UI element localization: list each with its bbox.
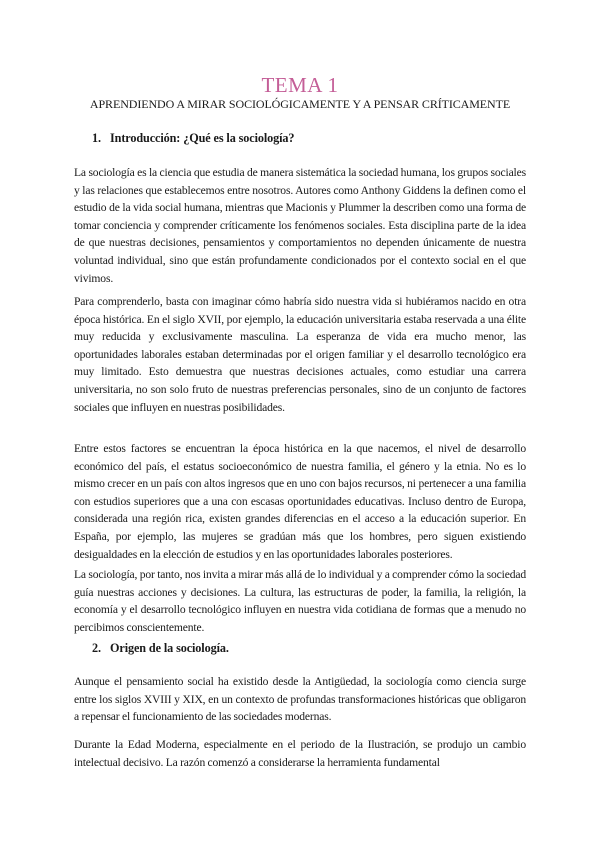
section-heading-1 [92,131,294,146]
page-title: TEMA 1 [261,73,339,97]
section-title: Introducción: ¿Qué es la sociología? [110,131,295,145]
section-number: 1. [92,131,101,145]
page-subtitle: APRENDIENDO A MIRAR SOCIOLÓGICAMENTE Y A PENSAR CRÍTICAMENTE [89,97,511,111]
paragraph: La sociología es la ciencia que estudia de manera sistemática la sociedad humana, los grupos sociales y las relaciones que establecemos entre nosotros. Autores como Anthony Giddens la definen como el estudio de la vida social humana, mientras que Macionis y Plummer la describen como una forma de tomar conciencia y comprender críticamente los fenómenos sociales. Esta disciplina parte de la idea de que nuestras decisiones, pensamientos y comportamientos no dependen únicamente de nuestra voluntad individual, sino que están profundamente condicionados por el contexto social en el que vivimos. [74,166,526,285]
section-number: 2. [92,641,101,655]
paragraph: Entre estos factores se encuentran la época histórica en la que nacemos, el nivel de desarrollo económico del país, el estatus socioeconómico de nuestra familia, el género y la etnia. No es lo mismo crecer en un país con altos ingresos que en uno con bajos recursos, ni pertenecer a una familia con estudios superiores que a una con escasas oportunidades educativas. Incluso dentro de Europa, considerada una región rica, existen grandes diferencias en el acceso a la educación superior. En España, por ejemplo, las mujeres se gradúan más que los hombres, pero siguen existiendo desigualdades en la elección de estudios y en las oportunidades laborales posteriores. [74,442,526,561]
paragraph: Para comprenderlo, basta con imaginar cómo habría sido nuestra vida si hubiéramos nacido en otra época histórica. En el siglo XVII, por ejemplo, la educación universitaria estaba reservada a una élite muy reducida y exclusivamente masculina. La esperanza de vida era mucho menor, las oportunidades laborales estaban determinadas por el origen familiar y el desarrollo tecnológico era muy limitado. Esto demuestra que nuestras decisiones actuales, como estudiar una carrera universitaria, no son solo fruto de nuestras preferencias personales, sino de un conjunto de factores sociales que influyen en nuestras posibilidades. [74,295,526,414]
section-title: Origen de la sociología. [110,641,229,655]
paragraph: Durante la Edad Moderna, especialmente en el periodo de la Ilustración, se produjo un cambio intelectual decisivo. La razón comenzó a considerarse la herramienta fundamental [74,738,526,769]
paragraph: Aunque el pensamiento social ha existido desde la Antigüedad, la sociología como ciencia surge entre los siglos XVIII y XIX, en un contexto de profundas transformaciones históricas que obligaron a repensar el funcionamiento de las sociedades modernas. [74,675,526,724]
paragraph: La sociología, por tanto, nos invita a mirar más allá de lo individual y a comprender cómo la sociedad guía nuestras acciones y decisiones. La cultura, las estructuras de poder, la familia, la religión, la economía y el desarrollo tecnológico influyen en nuestra vida cotidiana de formas que a menudo no percibimos conscientemente. [74,568,526,634]
section-heading-2 [92,641,229,656]
